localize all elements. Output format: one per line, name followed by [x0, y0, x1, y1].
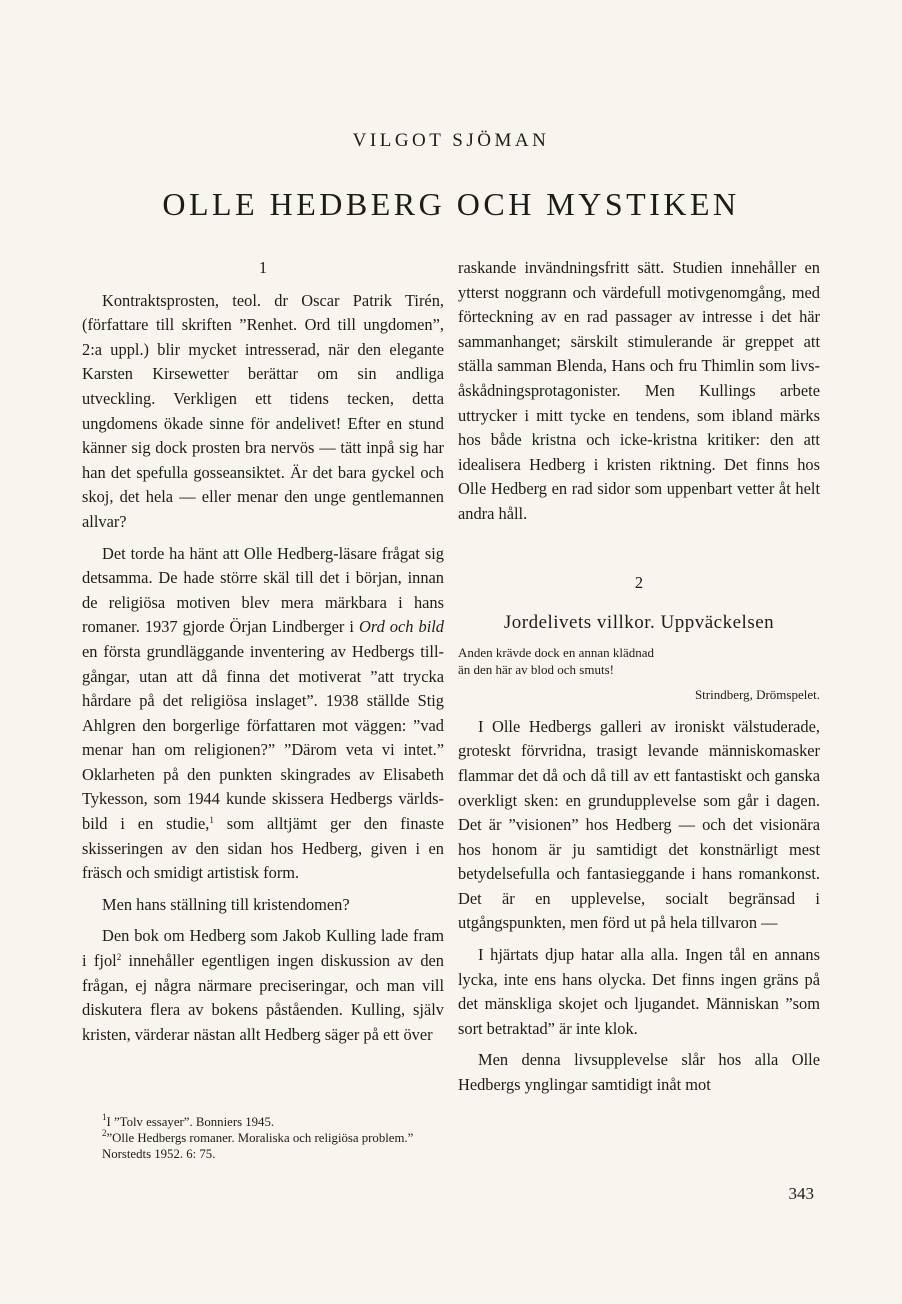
epigraph-line: än den här av blod och smuts!: [458, 661, 614, 677]
footnotes: [82, 1114, 444, 1162]
right-column: [458, 256, 820, 1098]
left-column: [82, 256, 444, 1047]
epigraph-attribution: Strindberg, Drömspelet.: [694, 686, 820, 702]
epigraph-line: Anden krävde dock en annan klädnad: [458, 644, 655, 660]
text-run: Det torde ha hänt att Olle Hedberg-läsare frågat sig detsamma. De hade större skäl till det i början, innan de religiösa motiven blev mera märkbara i hans romaner. 1937 gjorde Örjan Lindberger i: [82, 543, 444, 637]
text-run: innehåller egentligen ingen diskussion av den frågan, ej några närmare preciseringar, och man vill diskutera flera av bokens påståenden. Kulling, själv kristen, värderar nästan allt Hedberg säger på ett över: [82, 951, 444, 1044]
text-run: en första grundläggande inventering av Hedbergs tillgångar, utan att då finna det motiverat ”att trycka hårdare på det religiösa inslaget”. 1938 ställde Stig Ahlgren den borgerlige författaren mot väggen: ”vad menar han om religionen?” ”Därom veta vi intet.” Oklarheten på den punkten skingrades av Elisabeth Tykesson, som 1944 kunde skissera Hedbergs världsbild i en studie,: [82, 641, 444, 834]
section-number-2: 2: [634, 572, 644, 592]
footnote-text: ”Olle Hedbergs romaner. Moraliska och religiösa problem.” Norstedts 1952. 6: 75.: [102, 1131, 414, 1161]
paragraph: [82, 542, 444, 886]
section-heading: Jordelivets villkor. Uppväckelsen: [503, 612, 775, 634]
text-run: som alltjämt ger den finaste skisseringen av den sidan hos Hedberg, given i en fräsch och smidigt artistisk form.: [82, 814, 444, 883]
section-number-1: 1: [258, 258, 268, 277]
footnote-2: [82, 1130, 444, 1162]
text-run: Den bok om Hedberg som Jakob Kulling lade fram i fjol: [82, 926, 444, 971]
footnote-ref: 1: [209, 815, 214, 826]
italic-title: Ord och bild: [358, 617, 444, 637]
footnote-ref: 2: [116, 952, 122, 963]
paragraph: Kontraktsprosten, teol. dr Oscar Patrik Tirén, (författare till skriften ”Renhet. Ord till ungdomen”, 2:a uppl.) blir mycket intresserad, när den elegante Karsten Kirsewetter berättar om sin andliga utveckling. Verkligen ett tidens tecken, detta ungdomens ökade sinne för andelivet! Efter en stund känner sig dock prosten bra nervös — tätt inpå sig har han det spefulla gosseansiktet. Är det bara gyckel och skoj, det hela — eller menar den unge gentlemannen allvar?: [82, 290, 444, 531]
author-name: VILGOT SJÖMAN: [352, 130, 550, 151]
paragraph-continued: raskande invändningsfritt sätt. Studien innehåller en ytterst noggrann och värdefull motivgenomgång, med förteckning av en rad passager av intresse i det här sammanhanget; särskilt stimulerande är greppet att ställa samman Blenda, Hans och fru Thimlin som livsåskådningsprotagonister. Men Kullings arbete uttrycker i mitt tycke en tendens, som ibland märks hos både kristna och icke-kristna kritiker: den att idealisera Hedberg i kristen riktning. Det finns hos Olle Hedberg en rad sidor som uppenbart vetter åt helt andra håll.: [458, 258, 820, 523]
page-number: 343: [788, 1184, 814, 1203]
article-title: OLLE HEDBERG OCH MYSTIKEN: [162, 186, 740, 222]
paragraph: Men hans ställning till kristendomen?: [102, 894, 350, 914]
paragraph: I hjärtats djup hatar alla alla. Ingen tål en annans lycka, inte ens hans olycka. Det finns ingen gräns på det mänskliga skojet och ljugandet. Människan ”som sort betraktad” är inte klok.: [458, 945, 820, 1038]
footnote-text: I ”Tolv essayer”. Bonniers 1945.: [106, 1115, 275, 1129]
paragraph: I Olle Hedbergs galleri av ironiskt välstuderade, groteskt förvridna, trasigt levande människomasker flammar det då och då till av ett fantastiskt och ganska overkligt sken: en grundupplevelse som går i dagen. Det är ”visionen” hos Hedberg — och det visionära hos honom är ju samtidigt det konstnärligt mest betydelsefulla och fantasieggande i hans romankonst. Det är en upplevelse, socialt begränsad i utgångspunkten, men förd ut på hela tillvaron —: [458, 716, 820, 933]
paragraph: [82, 924, 444, 1047]
footnote-mark: 2: [102, 1128, 107, 1138]
paragraph: Men denna livsupplevelse slår hos alla Olle Hedbergs ynglingar samtidigt inåt mot: [458, 1050, 820, 1095]
footnote-1: [82, 1114, 444, 1130]
footnote-mark: 1: [102, 1112, 107, 1122]
